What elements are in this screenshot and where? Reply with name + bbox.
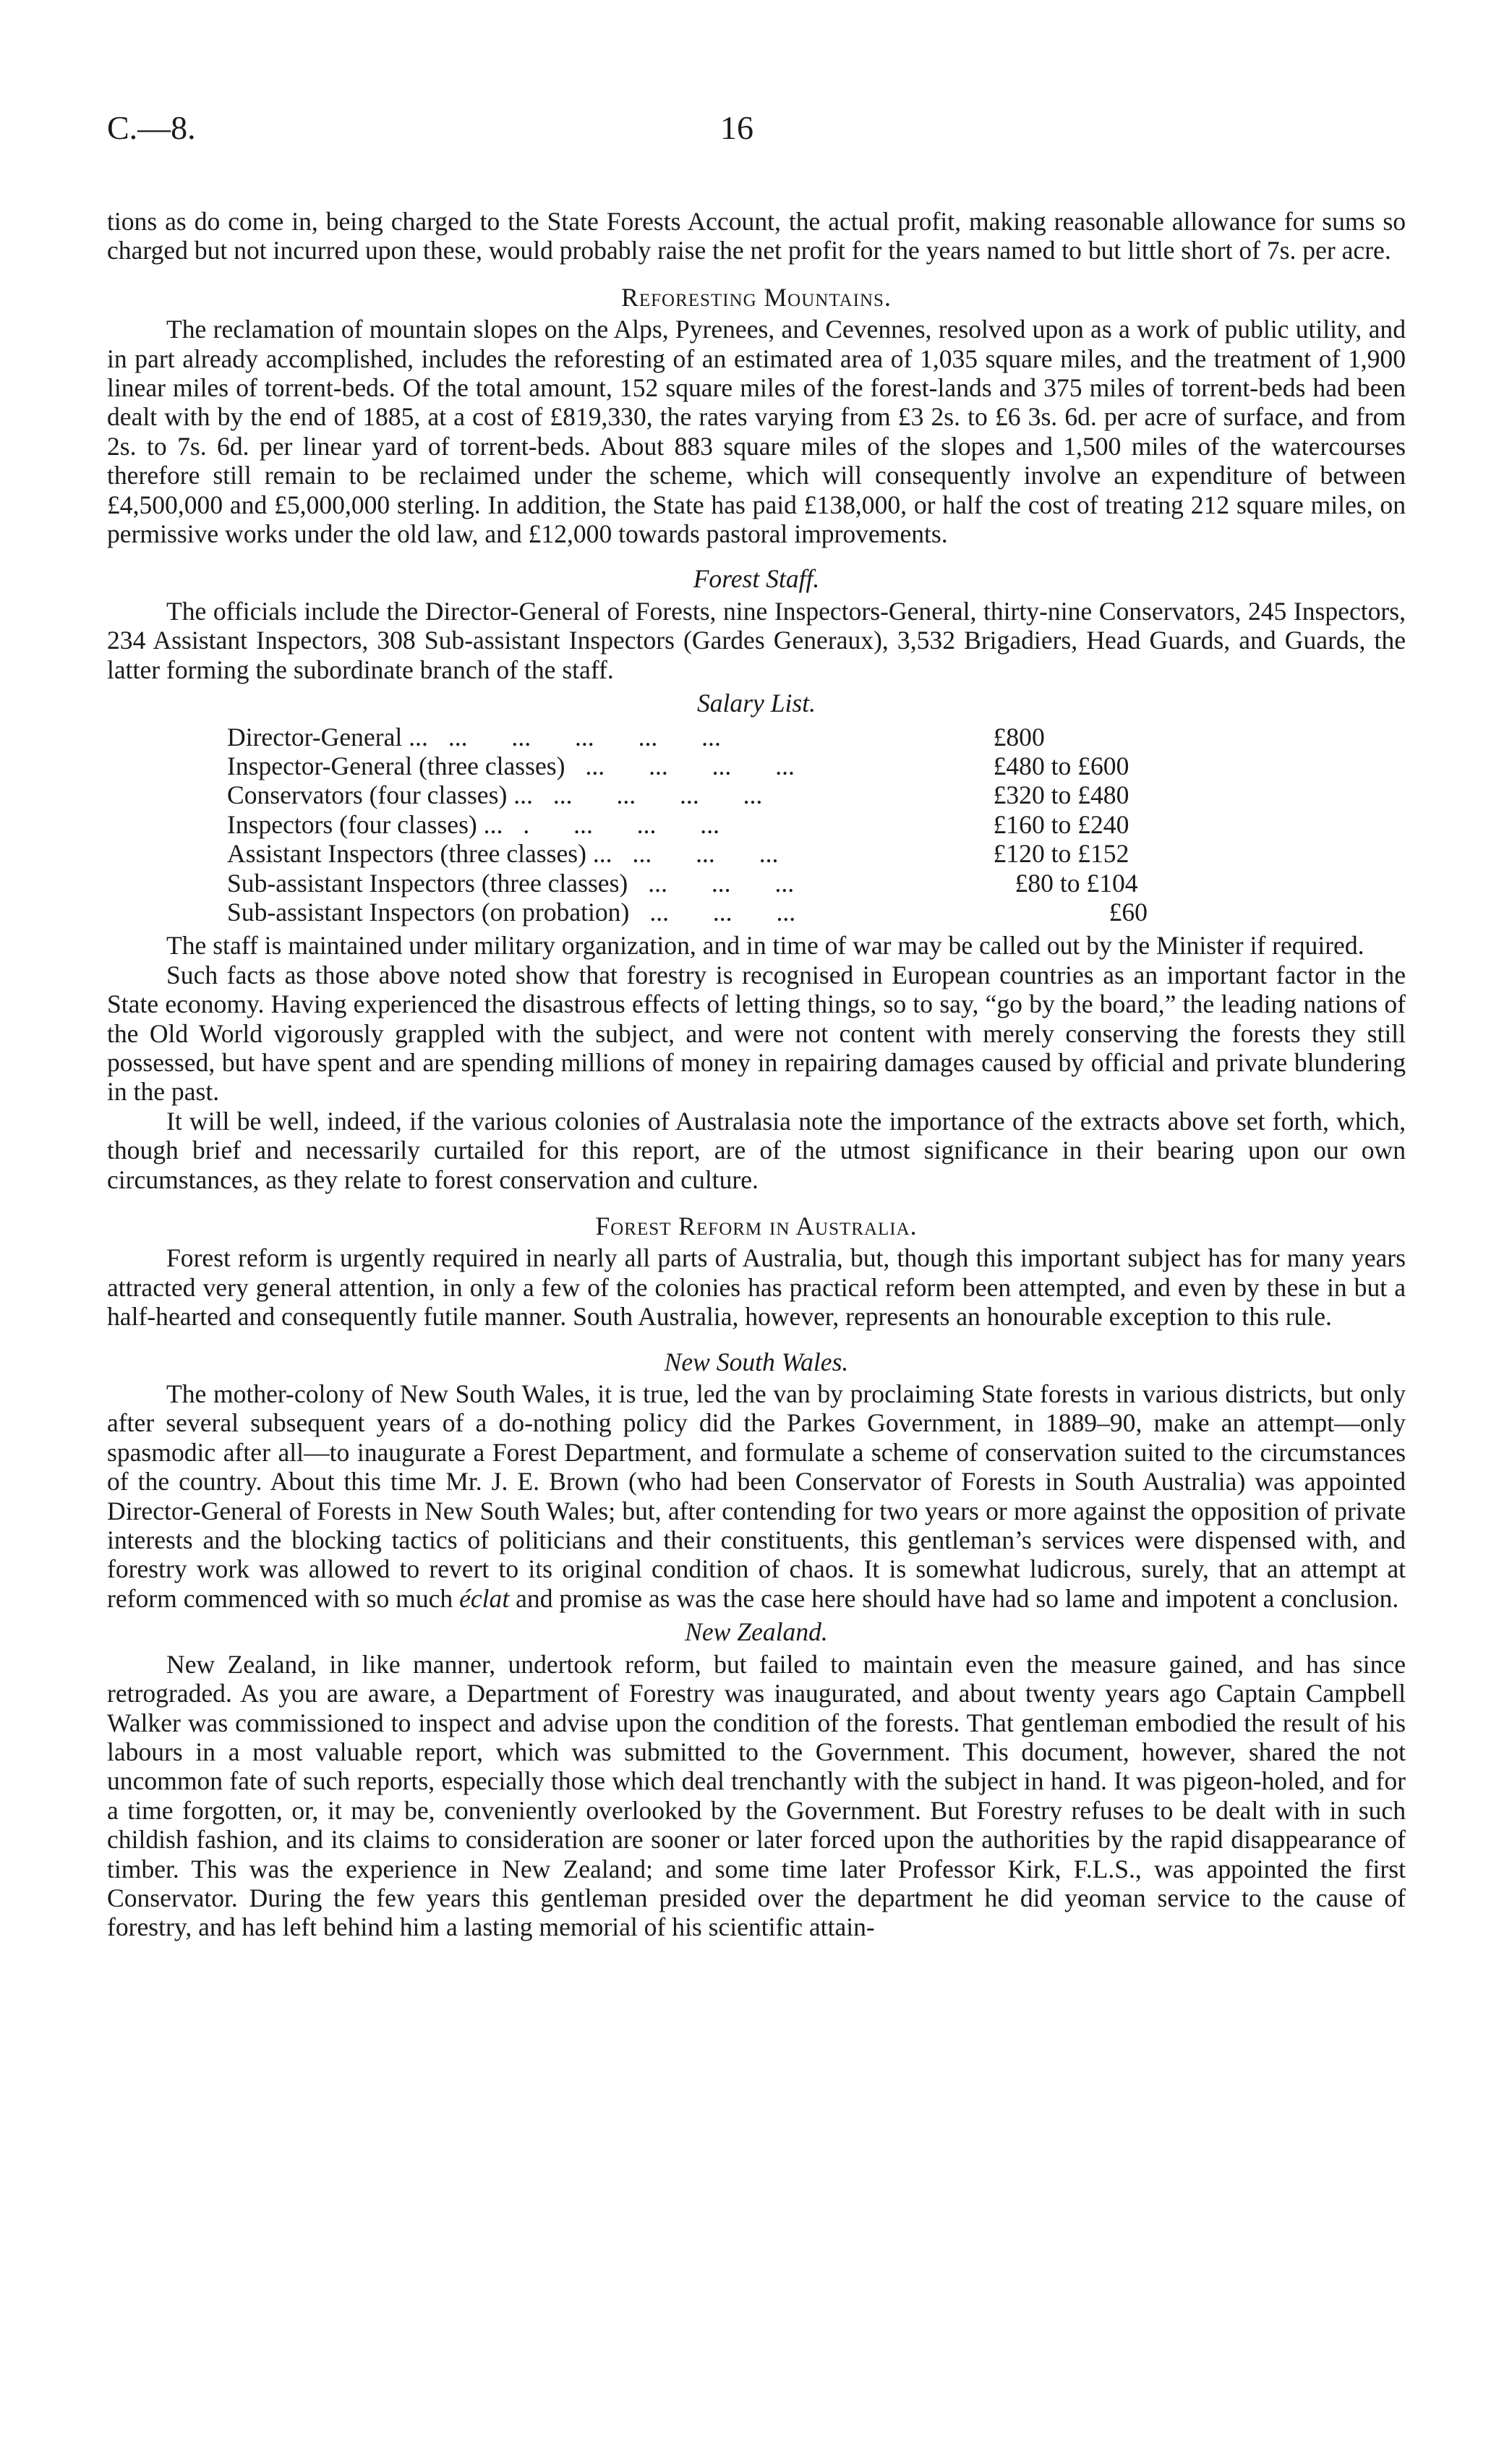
salary-row: [227, 752, 1384, 780]
paragraph-such-facts: Such facts as those above noted show that forestry is recognised in European countries as an important factor in the State economy. Having experienced the disastrous effects of letting things, so to say, “go by the board,” the leading nations of the Old World vigorously grappled with the subject, and were not content with merely conserving the forests they still possessed, but have spent and are spending millions of money in repairing damages caused by official and private blundering in the past.: [107, 960, 1406, 1107]
leader-dots: ... ... ...: [649, 897, 796, 927]
paragraph-reforesting: The reclamation of mountain slopes on the Alps, Pyrenees, and Cevennes, resolved upon as a work of public utility, and in part already accomplished, includes the reforesting of an estimated area of 1,035 square miles, and the treatment of 1,900 linear miles of torrent-beds. Of the total amount, 152 square miles of the forest-lands and 375 miles of torrent-beds had been dealt with by the end of 1885, at a cost of £819,330, the rates varying from £3 2s. to £6 3s. 6d. per acre of surface, and from 2s. to 7s. 6d. per linear yard of torrent-beds. About 883 square miles of the slopes and 1,500 miles of the watercourses therefore still remain to be reclaimed under the scheme, which will consequently involve an expenditure of between £4,500,000 and £5,000,000 sterling. In addition, the State has paid £138,000, or half the cost of treating 212 square miles, on permissive works under the old law, and £12,000 towards pastoral improvements.: [107, 315, 1406, 549]
salary-amount: £320 to £480: [993, 780, 1129, 810]
paragraph-new-south-wales: The mother-colony of New South Wales, it is true, led the van by proclaiming State forests in various districts, but only after several subsequent years of a do-nothing policy did the Parkes Government, in 1889–90, make an attempt—only spasmodic after all—to inaugurate a Forest Department, and formulate a scheme of conservation suited to the circumstances of the country. About this time Mr. J. E. Brown (who had been Conservator of Forests in South Australia) was appointed Director-General of Forests in New South Wales; but, after contending for two years or more against the opposition of private interests and the blocking tactics of politicians and their constituents, this gentleman’s services were dispensed with, and forestry work was allowed to revert to its original condition of chaos. It is somewhat ludicrous, surely, that an attempt at reform commenced with so much éclat and promise as was the case here should have had so lame and impotent a conclusion.: [107, 1379, 1406, 1613]
leader-dots: ... ... ...: [648, 868, 795, 898]
salary-row: [227, 723, 1384, 752]
document-page: [107, 108, 1406, 1942]
paragraph-military-organization: The staff is maintained under military organization, and in time of war may be called out by the Minister if required.: [166, 931, 1364, 961]
salary-amount: £60: [1109, 897, 1148, 927]
heading-new-south-wales: New South Wales.: [664, 1347, 849, 1376]
salary-amount: £120 to £152: [993, 839, 1129, 869]
leader-dots: . ... ... ...: [523, 809, 719, 839]
leader-dots: ... ... ... ...: [585, 751, 795, 780]
leader-dots: ... ... ... ... ...: [448, 722, 721, 752]
heading-salary-list: Salary List.: [696, 689, 816, 718]
page-header: [107, 108, 1406, 159]
document-reference: C.—8.: [107, 109, 196, 146]
salary-amount: £80 to £104: [1015, 868, 1138, 898]
salary-row: [227, 780, 1384, 809]
salary-amount: £800: [993, 722, 1045, 752]
salary-title: Inspector-General (three classes) ... ... ... ...: [227, 751, 795, 780]
salary-title: Sub-assistant Inspectors (on probation) ... ... ...: [227, 897, 796, 927]
heading-forest-reform-australia: Forest Reform in Australia.: [595, 1212, 918, 1240]
salary-title: Inspectors (four classes) ... . ... ... ...: [227, 809, 719, 839]
paragraph-officials: The officials include the Director-General of Forests, nine Inspectors-General, thirty-nine Conservators, 245 Inspectors, 234 Assistant Inspectors, 308 Sub-assistant Inspectors (Gardes Generaux), 3,532 Brigadiers, Head Guards, and Guards, the latter forming the subordinate branch of the staff.: [107, 596, 1406, 684]
paragraph-continued: tions as do come in, being charged to the State Forests Account, the actual profit, making reasonable allowance for sums so charged but not incurred upon these, would probably raise the net profit for the years named to but little short of 7s. per acre.: [107, 207, 1406, 265]
salary-title: Sub-assistant Inspectors (three classes) ... ... ...: [227, 868, 795, 898]
heading-new-zealand: New Zealand.: [685, 1617, 828, 1647]
salary-row: [227, 898, 1384, 927]
paragraph-new-zealand: New Zealand, in like manner, undertook reform, but failed to maintain even the measure gained, and has since retrograded. As you are aware, a Department of Forestry was inaugurated, and about twenty years ago Captain Campbell Walker was commissioned to inspect and advise upon the condition of the forests. That gentleman embodied the result of his labours in a most valuable report, which was submitted to the Government. This document, however, shared the not uncommon fate of such reports, especially those which deal trenchantly with the subject in hand. It was pigeon-holed, and for a time forgotten, or, it may be, conveniently overlooked by the Government. But Forestry refuses to be dealt with in such childish fashion, and its claims to consideration are sooner or later forced upon the authorities by the rapid disappearance of timber. This was the experience in New Zealand; and some time later Professor Kirk, F.L.S., was appointed the first Conservator. During the few years this gentleman presided over the department he did yeoman service to the cause of forestry, and has left behind him a lasting memorial of his scientific attain-: [107, 1649, 1406, 1942]
salary-row: [227, 839, 1384, 868]
page-number: 16: [720, 109, 753, 146]
leader-dots: ... ... ... ...: [552, 780, 763, 810]
paragraph-forest-reform: Forest reform is urgently required in nearly all parts of Australia, but, though this important subject has for many years attracted very general attention, in only a few of the colonies has practical reform been attempted, and even by these in but a half-hearted and consequently futile manner. South Australia, however, represents an honourable exception to this rule.: [107, 1243, 1406, 1332]
salary-amount: £480 to £600: [993, 751, 1129, 780]
heading-forest-staff: Forest Staff.: [693, 564, 820, 594]
salary-title: Director-General ... ... ... ... ... ...: [227, 722, 721, 752]
leader-dots: ... ... ...: [632, 839, 779, 869]
salary-row: [227, 869, 1384, 898]
salary-amount: £160 to £240: [993, 809, 1129, 839]
salary-title: Conservators (four classes) ... ... ... ... ...: [227, 780, 763, 810]
heading-reforesting-mountains: Reforesting Mountains.: [621, 282, 892, 312]
salary-row: [227, 810, 1384, 839]
salary-title: Assistant Inspectors (three classes) ... ... ... ...: [227, 839, 779, 869]
salary-table: [227, 723, 1384, 927]
paragraph-australasia: It will be well, indeed, if the various colonies of Australasia note the importance of the extracts above set forth, which, though brief and necessarily curtailed for this report, are of the utmost significance in their bearing upon our own circumstances, as they relate to forest conservation and culture.: [107, 1106, 1406, 1194]
